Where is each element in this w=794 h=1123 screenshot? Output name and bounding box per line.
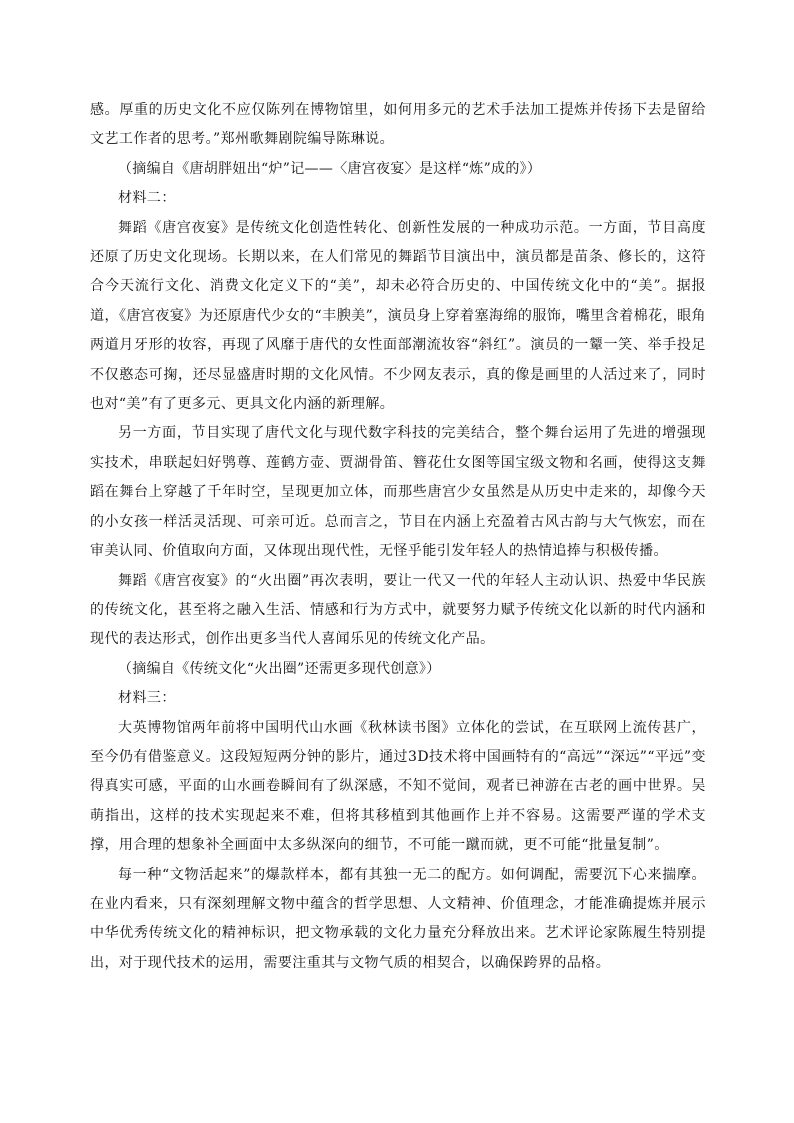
paragraph-material-2-1: 舞蹈《唐宫夜宴》是传统文化创造性转化、创新性发展的一种成功示范。一方面，节目高度还原了历史文化现场。长期以来，在人们常见的舞蹈节目演出中，演员都是苗条、修长的，这符合今天流行文化、消费文化定义下的“美”，却未必符合历史的、中国传统文化中的“美”。据报道，《唐宫夜宴》为还原唐代少女的“丰腴美”，演员身上穿着塞海绵的服饰，嘴里含着棉花，眼角两道月牙形的妆容，再现了风靡于唐代的女性面部潮流妆容“斜红”。演员的一颦一笑、举手投足不仅憨态可掬，还尽显盛唐时期的文化风情。不少网友表示，真的像是画里的人活过来了，同时也对“美”有了更多元、更具文化内涵的新理解。 bbox=[90, 219, 706, 413]
document-page bbox=[90, 96, 706, 978]
paragraph-intro: 感。厚重的历史文化不应仅陈列在博物馆里，如何用多元的艺术手法加工提炼并传扬下去是留给文艺工作者的思考。”郑州歌舞剧院编导陈琳说。 bbox=[90, 102, 706, 148]
section-heading-material-2: 材料二： bbox=[118, 190, 176, 207]
paragraph-material-2-3: 舞蹈《唐宫夜宴》的“火出圈”再次表明，要让一代又一代的年轻人主动认识、热爱中华民族的传统文化，甚至将之融入生活、情感和行为方式中，就要努力赋予传统文化以新的时代内涵和现代的表达形式，创作出更多当代人喜闻乐见的传统文化产品。 bbox=[90, 572, 706, 648]
paragraph-material-3-2: 每一种“文物活起来”的爆款样本，都有其独一无二的配方。如何调配，需要沉下心来揣摩。在业内看来，只有深刻理解文物中蕴含的哲学思想、人文精神、价值理念，才能准确提炼并展示中华优秀传统文化的精神标识，把文物承载的文化力量充分释放出来。艺术评论家陈履生特别提出，对于现代技术的运用，需要注重其与文物气质的相契合，以确保跨界的品格。 bbox=[90, 866, 706, 971]
paragraph-material-2-2: 另一方面，节目实现了唐代文化与现代数字科技的完美结合，整个舞台运用了先进的增强现实技术，串联起妇好鸮尊、莲鹤方壶、贾湖骨笛、簪花仕女图等国宝级文物和名画，使得这支舞蹈在舞台上穿越了千年时空，呈现更加立体，而那些唐宫少女虽然是从历史中走来的，却像今天的小女孩一样活灵活现、可亲可近。总而言之，节目在内涵上充盈着古风古韵与大气恢宏，而在审美认同、价值取向方面，又体现出现代性，无怪乎能引发年轻人的热情追捧与积极传播。 bbox=[90, 425, 706, 560]
paragraph-material-3-1: 大英博物馆两年前将中国明代山水画《秋林读书图》立体化的尝试，在互联网上流传甚广，至今仍有借鉴意义。这段短短两分钟的影片，通过3D技术将中国画特有的“高远”“深远”“平远”变得真实可感，平面的山水画卷瞬间有了纵深感，不知不觉间，观者已神游在古老的画中世界。吴萌指出，这样的技术实现起来不难，但将其移植到其他画作上并不容易。这需要严谨的学术支撑，用合理的想象补全画面中太多纵深向的细节，不可能一蹴而就，更不可能“批量复制”。 bbox=[90, 719, 706, 854]
source-citation-2: （摘编自《传统文化“火出圈”还需更多现代创意》） bbox=[118, 660, 441, 677]
section-heading-material-3: 材料三： bbox=[118, 690, 176, 707]
source-citation-1: （摘编自《唐胡胖妞出“炉”记——〈唐宫夜宴〉是这样“炼”成的》） bbox=[118, 160, 542, 177]
